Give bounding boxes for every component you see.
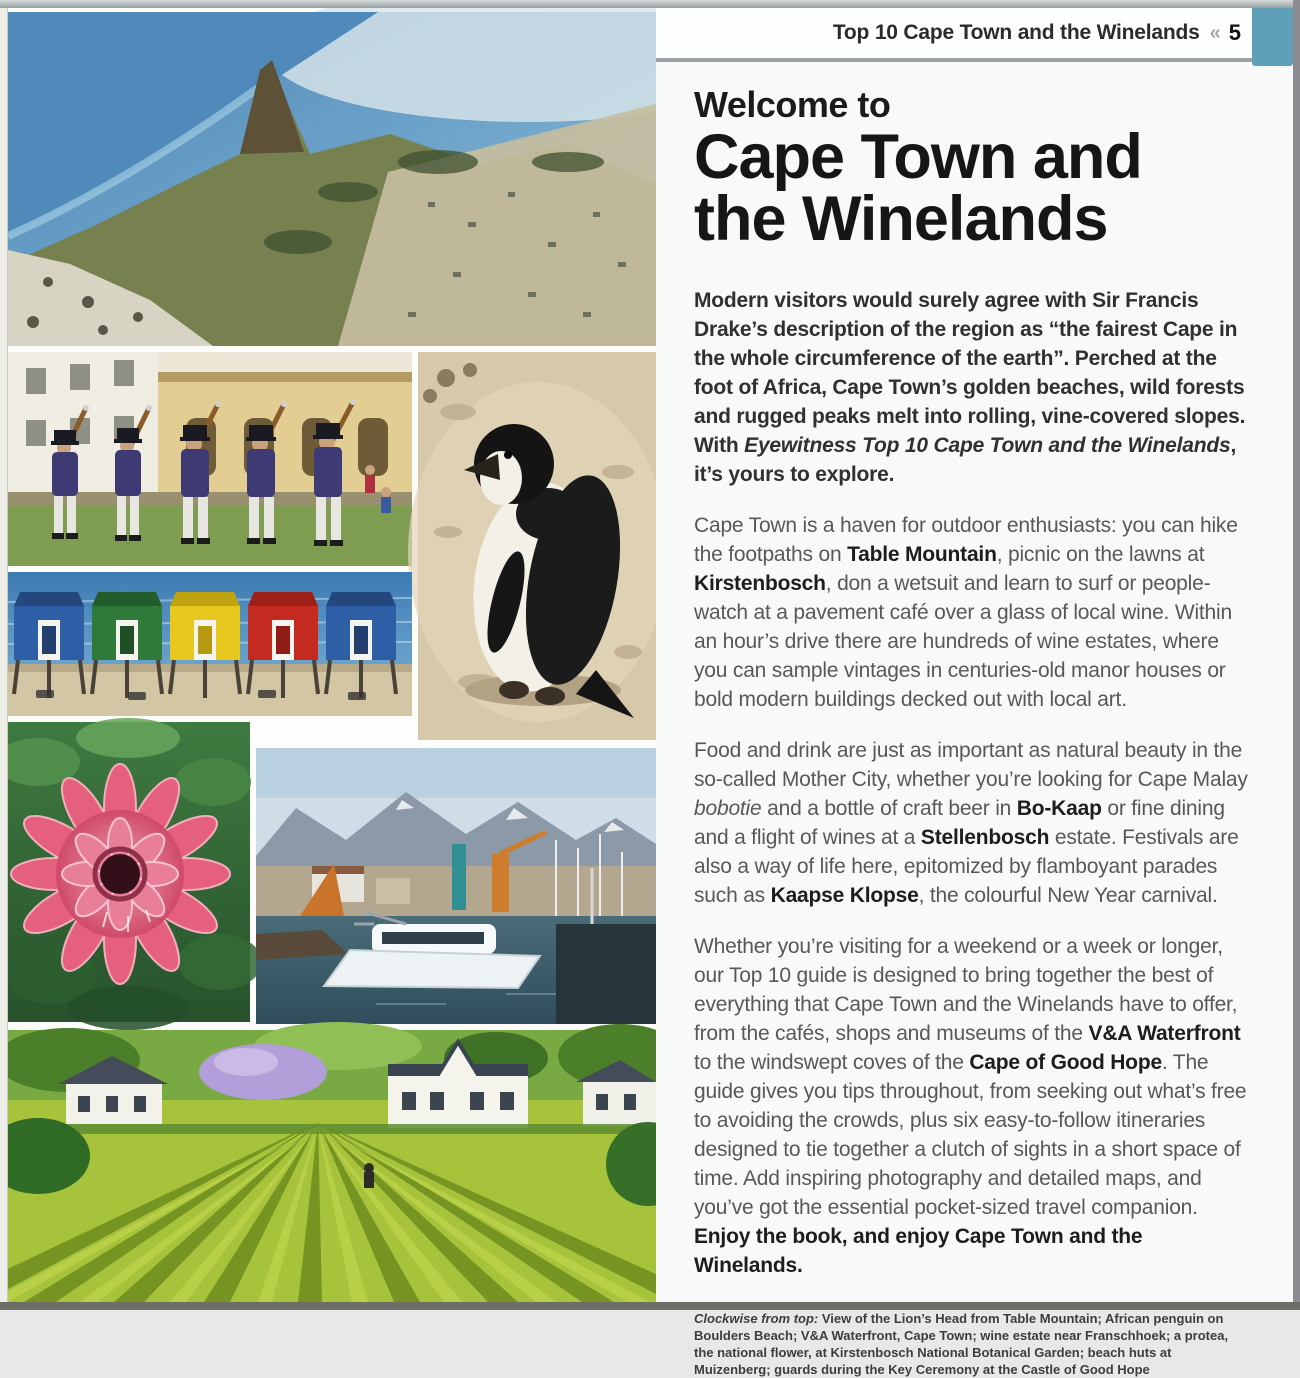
protea-illustration bbox=[8, 722, 250, 1022]
running-header bbox=[656, 8, 1293, 62]
photo-franschhoek-wine-estate bbox=[8, 1030, 656, 1302]
harbor-illustration bbox=[256, 748, 656, 1024]
penguin-illustration bbox=[418, 352, 656, 740]
page-title bbox=[694, 122, 1257, 254]
text-page bbox=[656, 8, 1293, 1377]
page-title-line1: Cape Town and bbox=[694, 122, 1142, 192]
frame-edge-right bbox=[1293, 0, 1300, 1310]
photo-lions-head-aerial bbox=[8, 12, 656, 346]
photo-va-waterfront-harbor bbox=[256, 748, 656, 1024]
photo-caption: Clockwise from top: View of the Lion’s Head from Table Mountain; African penguin on Boulders Beach; V&A Waterfront, Cape Town; wine estate near Franschhoek; a protea, the national flower, at Kirstenbosch National Botanical Garden; beach huts at Muizenberg; guards during the Key Ceremony at the Castle of Good Hope bbox=[694, 1311, 1229, 1377]
body-paragraph-guide: Whether you’re visiting for a weekend or a week or longer, our Top 10 guide is designed to bring together the best of everything that Cape Town and the Winelands have to offer, from the cafés, shops and museums of the V&A Waterfront to the windswept coves of the Cape of Good Hope. The guide gives you tips throughout, from seeking out what’s free to avoiding the crowds, plus six easy-to-follow itineraries designed to tie together a clutch of sights in a short space of time. Add inspiring photography and detailed maps, and you’ve got the essential pocket-sized travel companion. Enjoy the book, and enjoy Cape Town and the Winelands. bbox=[694, 935, 1247, 1277]
photo-african-penguin bbox=[418, 352, 656, 740]
running-header-title: Top 10 Cape Town and the Winelands bbox=[832, 21, 1200, 44]
guillemet-separator: « bbox=[1209, 21, 1221, 44]
corner-tab bbox=[1252, 8, 1293, 66]
photo-castle-guards bbox=[8, 352, 412, 566]
photo-muizenberg-beach-huts bbox=[8, 572, 412, 716]
guards-illustration bbox=[8, 352, 412, 566]
frame-edge-top bbox=[0, 0, 1300, 8]
welcome-kicker: Welcome to bbox=[694, 84, 891, 125]
frame-edge-left bbox=[0, 8, 8, 1310]
page-number: 5 bbox=[1228, 20, 1241, 45]
page-content bbox=[656, 62, 1293, 1378]
lions-head-illustration bbox=[8, 12, 656, 346]
vineyard-illustration bbox=[8, 1030, 656, 1302]
body-paragraph-outdoors: Cape Town is a haven for outdoor enthusiasts: you can hike the footpaths on Table Mountain, picnic on the lawns at Kirstenbosch, don a wetsuit and learn to surf or people-watch at a pavement café over a glass of local wine. Within an hour’s drive there are hundreds of wine estates, where you can sample vintages in centuries-old manor houses or bold modern buildings decked out with local art. bbox=[694, 514, 1238, 711]
body-paragraph-food: Food and drink are just as important as natural beauty in the so-called Mother City, whether you’re looking for Cape Malay bobotie and a bottle of craft beer in Bo-Kaap or fine dining and a flight of wines at a Stellenbosch estate. Festivals are also a way of life here, epitomized by flamboyant parades such as Kaapse Klopse, the colourful New Year carnival. bbox=[694, 739, 1248, 907]
frame-edge-bottom bbox=[0, 1302, 1300, 1310]
photo-collage bbox=[8, 8, 656, 1302]
intro-paragraph: Modern visitors would surely agree with Sir Francis Drake’s description of the region as “the fairest Cape in the whole circumference of the earth”. Perched at the foot of Africa, Cape Town’s golden beaches, wild forests and rugged peaks melt into rolling, vine-covered slopes. With Eyewitness Top 10 Cape Town and the Winelands, it’s yours to explore. bbox=[694, 289, 1246, 486]
beach-huts-illustration bbox=[8, 572, 412, 716]
photo-protea-flower bbox=[8, 722, 250, 1022]
page-title-line2: the Winelands bbox=[694, 184, 1108, 254]
